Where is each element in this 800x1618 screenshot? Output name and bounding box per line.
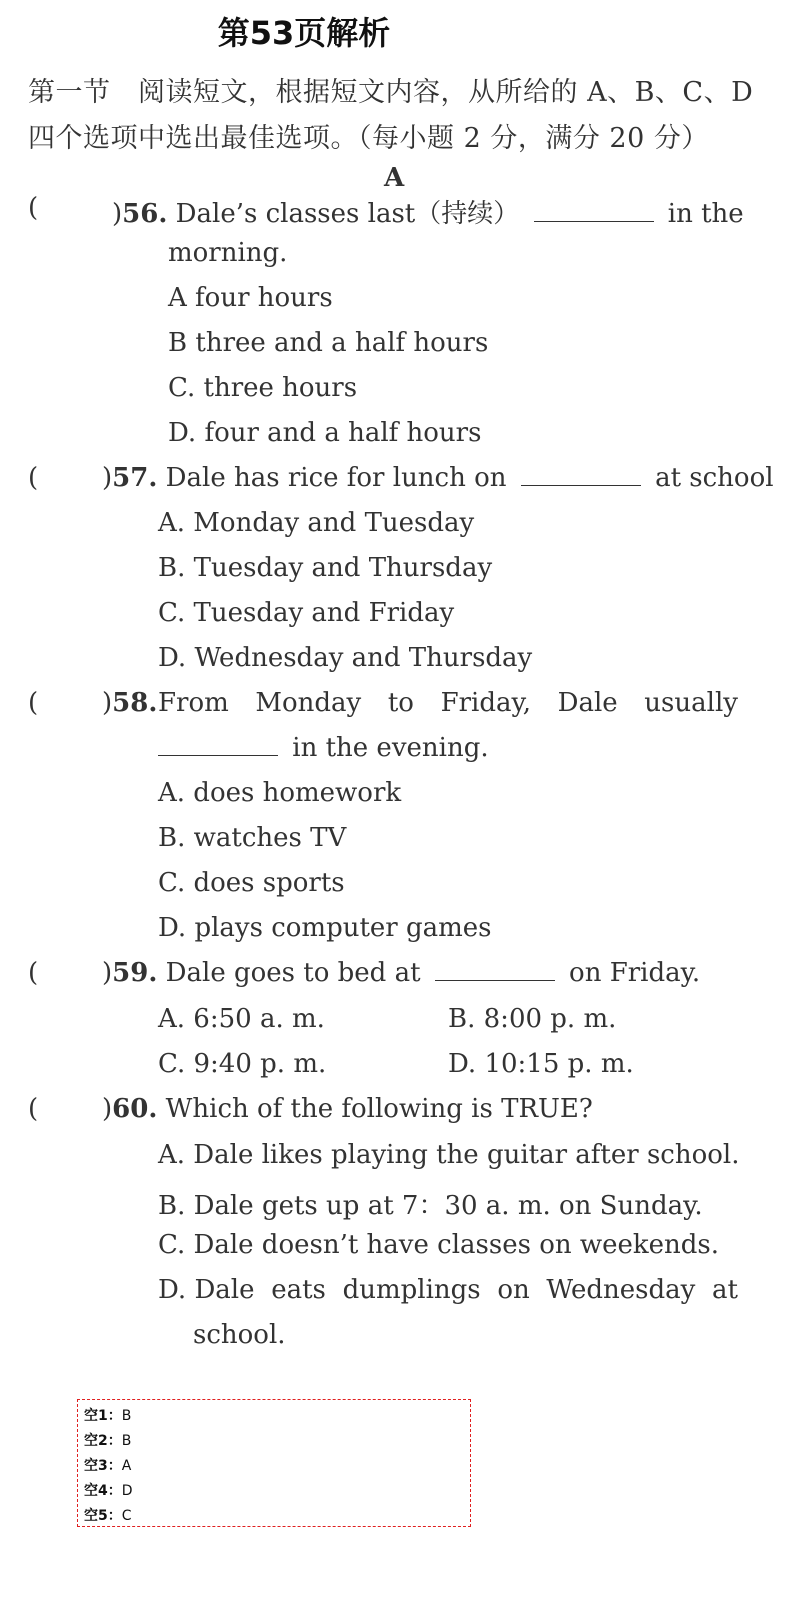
- option-b: B. 8:00 p. m.: [448, 1004, 617, 1034]
- answer-paren-open: (: [28, 688, 39, 718]
- question-58-stem-cont: [158, 733, 489, 763]
- question-text: in the: [667, 199, 744, 229]
- answer-value: B: [121, 1408, 132, 1424]
- question-58-number: [102, 688, 157, 718]
- answer-paren-close: ): [102, 463, 113, 493]
- answer-row: [84, 1429, 464, 1454]
- answer-row: [84, 1454, 464, 1479]
- page-title: 第53页解析: [217, 14, 391, 52]
- question-number: 56.: [122, 199, 168, 229]
- answer-paren-open: (: [28, 1094, 39, 1124]
- answer-label: 空4：: [84, 1483, 122, 1499]
- option-c: C. 9:40 p. m.: [158, 1049, 327, 1079]
- answer-row: [84, 1504, 464, 1529]
- answer-paren-open: (: [28, 958, 39, 988]
- question-60-stem: [102, 1094, 593, 1124]
- option-d: [158, 1275, 738, 1305]
- question-number: 60.: [112, 1094, 158, 1124]
- stem-word: Monday: [255, 688, 362, 718]
- question-59-stem: [102, 958, 700, 988]
- option-b: B. Dale gets up at 7：30 a. m. on Sunday.: [158, 1191, 703, 1221]
- option-word: on: [497, 1275, 530, 1305]
- option-word: D. Dale: [158, 1275, 255, 1305]
- question-56-stem: [112, 193, 744, 230]
- option-a: A. 6:50 a. m.: [158, 1004, 325, 1034]
- answer-label: 空5：: [84, 1508, 122, 1524]
- answer-row: [84, 1479, 464, 1504]
- answer-paren-close: ): [102, 1094, 113, 1124]
- option-a: A. Monday and Tuesday: [158, 508, 475, 538]
- stem-word: Friday,: [440, 688, 532, 718]
- question-number: 59.: [112, 958, 158, 988]
- option-word: eats: [271, 1275, 326, 1305]
- option-b: B three and a half hours: [168, 328, 489, 358]
- option-a: A. does homework: [158, 778, 402, 808]
- stem-word: From: [158, 688, 229, 718]
- option-c: C. does sports: [158, 868, 345, 898]
- answer-blank: [435, 958, 555, 981]
- answer-key-box: [77, 1399, 471, 1527]
- answer-value: D: [121, 1483, 133, 1499]
- question-text: Which of the following is TRUE?: [165, 1094, 593, 1124]
- answer-blank: [534, 199, 654, 222]
- option-word: at: [712, 1275, 738, 1305]
- answer-blank: [158, 733, 278, 756]
- answer-paren-open: (: [28, 463, 39, 493]
- question-text: Dale has rice for lunch on: [165, 463, 507, 493]
- passage-label: A: [384, 163, 405, 193]
- option-a: A four hours: [168, 283, 333, 313]
- stem-word: Dale: [557, 688, 618, 718]
- option-d: D. 10:15 p. m.: [448, 1049, 634, 1079]
- option-b: B. watches TV: [158, 823, 347, 853]
- question-text: Dale’s classes last（持续）: [175, 199, 520, 229]
- option-d: D. plays computer games: [158, 913, 492, 943]
- answer-blank: [521, 463, 641, 486]
- question-text: Dale goes to bed at: [165, 958, 421, 988]
- answer-paren-close: ): [102, 958, 113, 988]
- answer-paren-close: ): [102, 688, 113, 718]
- answer-label: 空3：: [84, 1458, 122, 1474]
- option-d: D. four and a half hours: [168, 418, 482, 448]
- answer-label: 空2：: [84, 1433, 122, 1449]
- question-number: 57.: [112, 463, 158, 493]
- option-b: B. Tuesday and Thursday: [158, 553, 493, 583]
- answer-label: 空1：: [84, 1408, 122, 1424]
- answer-value: B: [121, 1433, 132, 1449]
- option-c: C. Dale doesn’t have classes on weekends.: [158, 1230, 720, 1260]
- option-c: C. Tuesday and Friday: [158, 598, 455, 628]
- answer-value: C: [121, 1508, 132, 1524]
- answer-paren-open: (: [28, 193, 39, 223]
- answer-value: A: [121, 1458, 132, 1474]
- option-d: D. Wednesday and Thursday: [158, 643, 533, 673]
- question-56-stem-cont: morning.: [168, 238, 288, 268]
- option-word: dumplings: [342, 1275, 481, 1305]
- answer-paren-close: ): [112, 199, 123, 229]
- question-57-stem: [102, 463, 774, 493]
- stem-word: usually: [644, 688, 738, 718]
- option-d-cont: school.: [193, 1320, 286, 1350]
- question-text: in the evening.: [292, 733, 489, 763]
- question-text: on Friday.: [569, 958, 701, 988]
- section-instructions: 第一节 阅读短文，根据短文内容，从所给的 A、B、C、D 四个选项中选出最佳选项。（每小题 2 分，满分 20 分）: [28, 77, 754, 154]
- option-word: Wednesday: [546, 1275, 696, 1305]
- question-number: 58.: [112, 688, 158, 718]
- question-58-stem: [158, 688, 738, 718]
- option-c: C. three hours: [168, 373, 358, 403]
- answer-row: [84, 1404, 464, 1429]
- stem-word: to: [387, 688, 414, 718]
- option-a: A. Dale likes playing the guitar after school.: [158, 1140, 740, 1170]
- question-text: at school: [655, 463, 774, 493]
